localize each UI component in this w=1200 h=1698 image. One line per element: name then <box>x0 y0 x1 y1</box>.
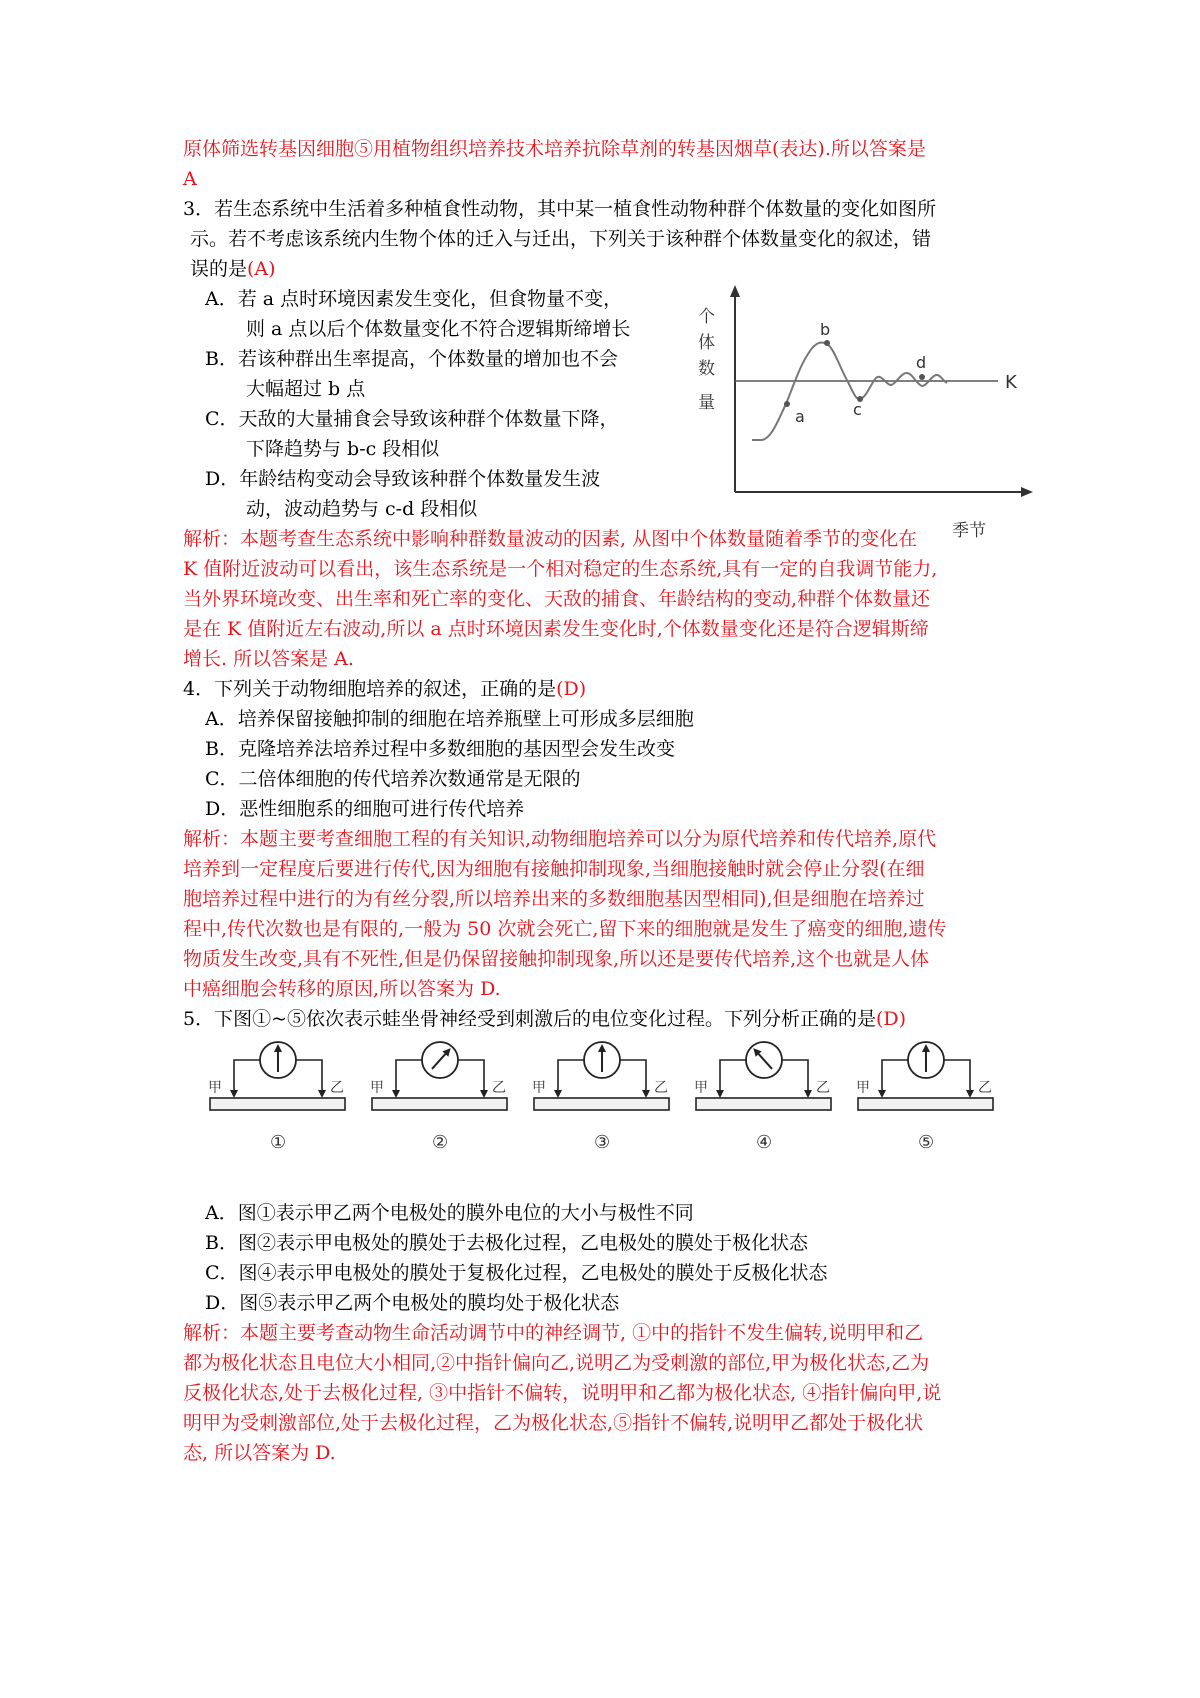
q3-option-d-line-1: D．年龄结构变动会导致该种群个体数量发生波 <box>205 468 601 490</box>
q4-option-a: A．培养保留接触抑制的细胞在培养瓶壁上可形成多层细胞 <box>205 708 694 730</box>
q4-explanation-line-4: 程中,传代次数也是有限的,一般为 50 次就会死亡,留下来的细胞就是发生了癌变的细胞,遗传 <box>183 918 947 940</box>
q3-explanation-line-4: 是在 K 值附近左右波动,所以 a 点时环境因素发生变化时,个体数量变化还是符合逻辑斯缔 <box>183 618 929 640</box>
electrode-left-label: 甲 <box>694 1080 708 1096</box>
q5-option-a: A．图①表示甲乙两个电极处的膜外电位的大小与极性不同 <box>205 1202 694 1224</box>
electrode-panel-1 <box>208 1042 345 1153</box>
point-c-label: c <box>853 400 862 419</box>
electrode-right-label: 乙 <box>816 1080 830 1096</box>
x-axis-arrow-icon <box>1021 487 1033 497</box>
electrode-right-label: 乙 <box>654 1080 668 1096</box>
left-wire <box>396 1060 422 1095</box>
q5-option-c: C．图④表示甲电极处的膜处于复极化过程，乙电极处的膜处于反极化状态 <box>205 1262 828 1284</box>
right-wire <box>458 1060 484 1095</box>
q4-explanation-line-5: 物质发生改变,具有不死性,但是仍保留接触抑制现象,所以还是要传代培养,这个也就是人体 <box>183 948 930 970</box>
q3-explanation-line-3: 当外界环境改变、出生率和死亡率的变化、天敌的捕食、年龄结构的变动,种群个体数量还 <box>183 588 931 610</box>
right-wire <box>782 1060 808 1095</box>
left-electrode-arrow-icon <box>716 1090 724 1098</box>
left-electrode-arrow-icon <box>878 1090 886 1098</box>
q5-explanation-line-2: 都为极化状态且电位大小相同,②中指针偏向乙,说明乙为受刺激的部位,甲为极化状态,乙为 <box>183 1352 930 1374</box>
y-label-char-1: 个 <box>698 307 715 327</box>
q3-option-b-line-1: B．若该种群出生率提高，个体数量的增加也不会 <box>205 348 618 370</box>
panel-number-label: ② <box>432 1132 449 1153</box>
electrode-panel-3 <box>532 1042 669 1153</box>
left-electrode-arrow-icon <box>230 1090 238 1098</box>
left-wire <box>882 1060 908 1095</box>
left-wire <box>720 1060 746 1095</box>
electrode-left-label: 甲 <box>532 1080 546 1096</box>
q3-option-c-line-1: C．天敌的大量捕食会导致该种群个体数量下降， <box>205 408 619 430</box>
y-label-char-4: 量 <box>698 393 715 413</box>
point-a-marker <box>784 401 790 407</box>
q4-option-d: D．恶性细胞系的细胞可进行传代培养 <box>205 798 525 820</box>
left-electrode-arrow-icon <box>554 1090 562 1098</box>
q5-explanation-line-3: 反极化状态,处于去极化过程, ③中指针不偏转，说明甲和乙都为极化状态, ④指针偏向甲,说 <box>183 1382 942 1404</box>
right-wire <box>620 1060 646 1095</box>
electrode-left-label: 甲 <box>208 1080 222 1096</box>
q3-explanation-line-1: 解析：本题考查生态系统中影响种群数量波动的因素, 从图中个体数量随着季节的变化在 <box>183 528 918 550</box>
point-b-marker <box>824 340 830 346</box>
prev-answer-line-2: A <box>183 168 197 190</box>
electrode-figure <box>200 1040 1010 1190</box>
q4-explanation-line-1: 解析：本题主要考查细胞工程的有关知识,动物细胞培养可以分为原代培养和传代培养,原代 <box>183 828 937 850</box>
electrode-panel-2 <box>370 1042 507 1153</box>
x-axis-label: 季节 <box>952 521 986 541</box>
q3-option-c-line-2: 下降趋势与 b-c 段相似 <box>246 438 440 460</box>
q3-explanation-line-2: K 值附近波动可以看出，该生态系统是一个相对稳定的生态系统,具有一定的自我调节能力, <box>183 558 938 580</box>
left-electrode-arrow-icon <box>392 1090 400 1098</box>
q4-option-c: C．二倍体细胞的传代培养次数通常是无限的 <box>205 768 581 790</box>
q4-stem <box>183 674 586 704</box>
right-electrode-arrow-icon <box>642 1090 650 1098</box>
electrode-panel-4 <box>694 1042 831 1153</box>
q3-explanation-line-5: 增长. 所以答案是 A. <box>183 648 354 670</box>
left-wire <box>558 1060 584 1095</box>
q4-explanation-line-3: 胞培养过程中进行的为有丝分裂,所以培养出来的多数细胞基因型相同),但是细胞在培养过 <box>183 888 925 910</box>
q4-explanation-line-2: 培养到一定程度后要进行传代,因为细胞有接触抑制现象,当细胞接触时就会停止分裂(在细 <box>183 858 925 880</box>
electrode-left-label: 甲 <box>370 1080 384 1096</box>
panel-number-label: ⑤ <box>918 1132 935 1153</box>
right-electrode-arrow-icon <box>966 1090 974 1098</box>
q3-answer: (A) <box>247 258 276 280</box>
q3-stem-line-2: 示。若不考虑该系统内生物个体的迁入与迁出，下列关于该种群个体数量变化的叙述，错 <box>190 228 932 250</box>
q3-stem-line-3 <box>190 254 276 284</box>
point-b-label: b <box>820 320 831 339</box>
right-electrode-arrow-icon <box>480 1090 488 1098</box>
nerve-bar <box>210 1098 345 1110</box>
q5-stem <box>183 1004 906 1034</box>
q3-option-d-line-2: 动，波动趋势与 c-d 段相似 <box>246 498 478 520</box>
y-label-char-3: 数 <box>698 359 715 379</box>
q4-answer: (D) <box>556 678 587 700</box>
right-electrode-arrow-icon <box>318 1090 326 1098</box>
q5-option-b: B．图②表示甲电极处的膜处于去极化过程，乙电极处的膜处于极化状态 <box>205 1232 808 1254</box>
q3-option-a-line-1: A．若 a 点时环境因素发生变化，但食物量不变， <box>205 288 623 310</box>
point-d-marker <box>919 374 925 380</box>
q5-stem-text: 5．下图①~⑤依次表示蛙坐骨神经受到刺激后的电位变化过程。下列分析正确的是 <box>183 1008 877 1030</box>
q4-option-b: B．克隆培养法培养过程中多数细胞的基因型会发生改变 <box>205 738 675 760</box>
q4-stem-text: 4．下列关于动物细胞培养的叙述，正确的是 <box>183 678 557 700</box>
left-wire <box>234 1060 260 1095</box>
right-wire <box>944 1060 970 1095</box>
right-wire <box>296 1060 322 1095</box>
y-label-char-2: 体 <box>698 333 715 353</box>
k-label: K <box>1005 372 1017 393</box>
q3-stem-line-1: 3．若生态系统中生活着多种植食性动物，其中某一植食性动物种群个体数量的变化如图所 <box>183 198 937 220</box>
q3-option-a-line-2: 则 a 点以后个体数量变化不符合逻辑斯缔增长 <box>246 318 631 340</box>
prev-answer-line-1: 原体筛选转基因细胞⑤用植物组织培养技术培养抗除草剂的转基因烟草(表达).所以答案是 <box>183 138 926 160</box>
panel-number-label: ① <box>270 1132 287 1153</box>
electrode-right-label: 乙 <box>978 1080 992 1096</box>
panel-number-label: ④ <box>756 1132 773 1153</box>
electrode-right-label: 乙 <box>492 1080 506 1096</box>
nerve-bar <box>372 1098 507 1110</box>
q4-explanation-line-6: 中癌细胞会转移的原因,所以答案为 D. <box>183 978 501 1000</box>
q5-explanation-line-5: 态, 所以答案为 D. <box>183 1442 336 1464</box>
population-graph <box>690 282 1040 547</box>
q5-option-d: D．图⑤表示甲乙两个电极处的膜均处于极化状态 <box>205 1292 620 1314</box>
electrode-panel-5 <box>856 1042 993 1153</box>
panel-number-label: ③ <box>594 1132 611 1153</box>
nerve-bar <box>534 1098 669 1110</box>
nerve-bar <box>696 1098 831 1110</box>
nerve-bar <box>858 1098 993 1110</box>
electrode-left-label: 甲 <box>856 1080 870 1096</box>
q3-option-b-line-2: 大幅超过 b 点 <box>246 378 366 400</box>
point-a-label: a <box>795 407 805 426</box>
point-d-label: d <box>916 353 927 372</box>
electrode-figure-svg <box>200 1040 1010 1190</box>
y-axis-arrow-icon <box>730 285 740 297</box>
q5-explanation-line-1: 解析：本题主要考查动物生命活动调节中的神经调节, ①中的指针不发生偏转,说明甲和乙 <box>183 1322 924 1344</box>
q5-answer: (D) <box>876 1008 907 1030</box>
electrode-right-label: 乙 <box>330 1080 344 1096</box>
q5-explanation-line-4: 明甲为受刺激部位,处于去极化过程，乙为极化状态,⑤指针不偏转,说明甲乙都处于极化状 <box>183 1412 924 1434</box>
q3-stem-text: 误的是 <box>190 258 248 280</box>
right-electrode-arrow-icon <box>804 1090 812 1098</box>
